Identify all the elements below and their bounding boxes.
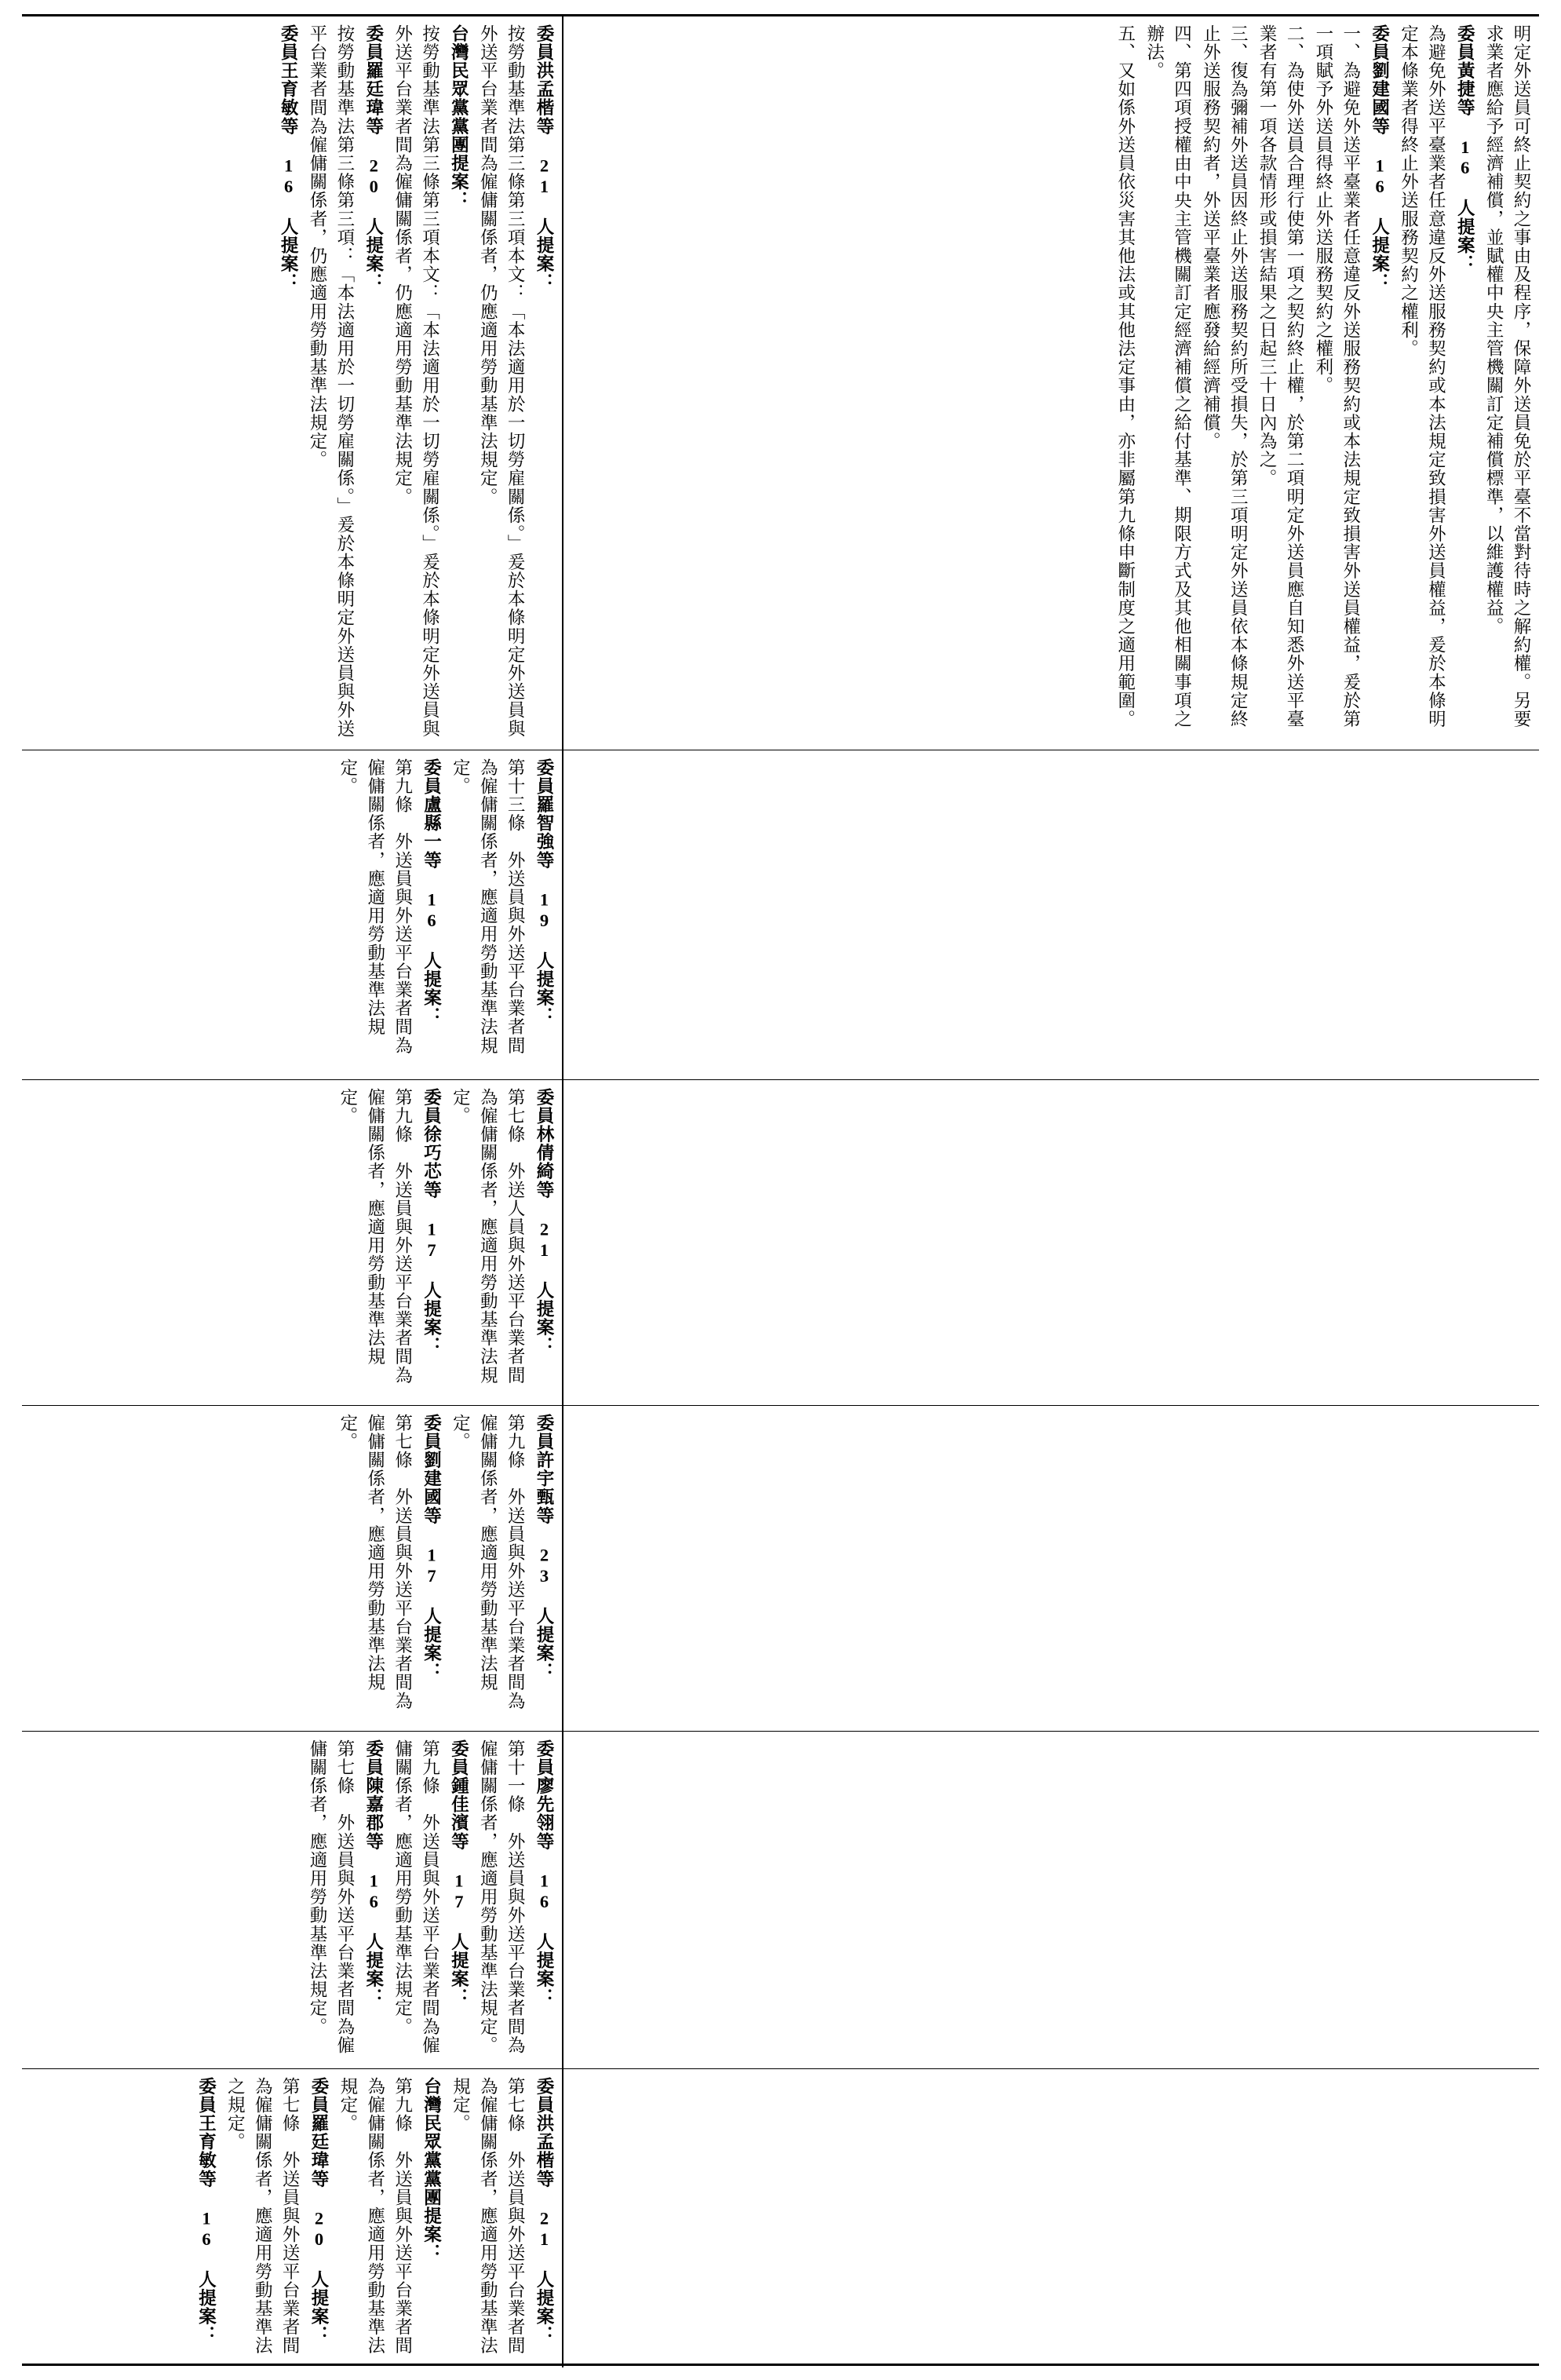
paragraph: 第九條 外送員與外送平台業者間為僱傭關係者，應適用勞動基準法規定。 [337,758,413,1055]
table-cell-proposals [22,1406,562,1731]
proposal-heading: 台灣民眾黨黨團提案： [421,2077,442,2262]
paragraph: 按勞動基準法第三條第三項：「本法適用於一切勞雇關係。」爰於本條明定外送員與外送平台業者間為僱傭關係者，仍應適用勞動基準法規定。 [308,24,355,739]
table-cell-explanation [562,1080,1539,1405]
table-row [22,750,1539,1080]
table-cell-explanation [562,1732,1539,2068]
paragraph: 按勞動基準法第三條第三項本文：「本法適用於一切勞雇關係。」爰於本條明定外送員與外送平台業者間為僱傭關係者，仍應適用勞動基準法規定。 [478,24,526,739]
table-cell-explanation [562,16,1539,750]
paragraph: 明定外送員可終止契約之事由及程序，保障外送員免於平臺不當對待時之解約權。另要求業者應給予經濟補償，並賦權中央主管機關訂定補償標準，以維護權益。 [1484,24,1531,728]
proposal-heading: 委員劉建國等 17 人提案： [421,1414,442,1681]
paragraph: 三、復為彌補外送員因終止外送服務契約所受損失，於第三項明定外送員依本條規定終止外送服務契約者，外送平臺業者應發給經濟補償。 [1201,24,1249,728]
table-row [22,1732,1539,2069]
table-cell-proposals [22,750,562,1079]
paragraph: 為避免外送平臺業者任意違反外送服務契約或本法規定致損害外送員權益，爰於本條明定本條業者得終止外送服務契約之權利。 [1399,24,1446,728]
paragraph: 第七條 外送員與外送平台業者間為僱傭關係者，應適用勞動基準法規定。 [337,1414,413,1710]
paragraph: 第九條 外送員與外送平台業者間為僱傭關係者，應適用勞動基準法規定。 [392,1739,440,2055]
table-row [22,1406,1539,1732]
paragraph: 第七條 外送員與外送平台業者間為僱傭關係者，應適用勞動基準法之規定。 [225,2077,301,2355]
table-cell-proposals [22,1080,562,1405]
proposal-heading: 委員黃捷等 16 人提案： [1455,24,1475,273]
proposal-heading: 委員王育敏等 16 人提案： [196,2077,217,2345]
proposal-heading: 委員洪孟楷等 21 人提案： [534,24,554,292]
paragraph: 第九條 外送員與外送平台業者間為僱傭關係者，應適用勞動基準法規定。 [450,1414,526,1710]
proposal-heading: 委員盧縣一等 16 人提案： [421,758,442,1026]
paragraph: 第十一條 外送員與外送平台業者間為僱傭關係者，應適用勞動基準法規定。 [478,1739,526,2055]
proposal-heading: 委員劉建國等 16 人提案： [1370,24,1390,292]
paragraph: 第十三條 外送員與外送平台業者間為僱傭關係者，應適用勞動基準法規定。 [450,758,526,1055]
table-cell-explanation [562,1406,1539,1731]
paragraph: 第七條 外送人員與外送平台業者間為僱傭關係者，應適用勞動基準法規定。 [450,1088,526,1385]
proposal-heading: 委員羅廷瑋等 20 人提案： [363,24,384,292]
table-cell-explanation [562,2069,1539,2367]
proposal-heading: 委員鍾佳濱等 17 人提案： [449,1739,469,2007]
paragraph: 按勞動基準法第三條第三項本文：「本法適用於一切勞雇關係。」爰於本條明定外送員與外送平台業者間為僱傭關係者，仍應適用勞動基準法規定。 [392,24,440,739]
comparison-table [22,14,1539,2366]
proposal-heading: 委員林倩綺等 21 人提案： [534,1088,554,1356]
proposal-heading: 委員羅智強等 19 人提案： [534,758,554,1026]
proposal-heading: 委員洪孟楷等 21 人提案： [534,2077,554,2345]
table-cell-explanation [562,750,1539,1079]
table-cell-proposals [22,1732,562,2068]
table-row [22,1080,1539,1406]
paragraph: 二、為使外送員合理行使第一項之契約終止權，於第二項明定外送員應自知悉外送平臺業者有第一項各款情形或損害結果之日起三十日內為之。 [1257,24,1304,728]
paragraph: 一、為避免外送平臺業者任意違反外送服務契約或本法規定致損害外送員權益，爰於第一項賦予外送員得終止外送服務契約之權利。 [1313,24,1361,728]
proposal-heading: 委員徐巧芯等 17 人提案： [421,1088,442,1356]
table-row [22,16,1539,750]
proposal-heading: 委員陳嘉郡等 16 人提案： [363,1739,384,2007]
table-cell-proposals [22,16,562,750]
paragraph: 第七條 外送員與外送平台業者間為僱傭關係者，應適用勞動基準法規定。 [450,2077,526,2355]
proposal-heading: 委員許宇甄等 23 人提案： [534,1414,554,1681]
proposal-heading: 委員廖先翎等 16 人提案： [534,1739,554,2007]
paragraph: 五、又如係外送員依災害其他法或其他法定事由，亦非屬第九條申斷制度之適用範圍。 [1115,24,1136,728]
proposal-heading: 委員王育敏等 16 人提案： [279,24,299,292]
paragraph: 第九條 外送員與外送平台業者間為僱傭關係者，應適用勞動基準法規定。 [337,1088,413,1385]
table-row [22,2069,1539,2367]
proposal-heading: 委員羅廷瑋等 20 人提案： [309,2077,329,2345]
paragraph: 第九條 外送員與外送平台業者間為僱傭關係者，應適用勞動基準法規定。 [337,2077,413,2355]
paragraph: 第七條 外送員與外送平台業者間為僱傭關係者，應適用勞動基準法規定。 [308,1739,355,2055]
proposal-heading: 台灣民眾黨黨團提案： [449,24,469,210]
paragraph: 四、第四項授權由中央主管機關訂定經濟補償之給付基準、期限方式及其他相關事項之辦法。 [1144,24,1192,728]
table-cell-proposals [22,2069,562,2367]
